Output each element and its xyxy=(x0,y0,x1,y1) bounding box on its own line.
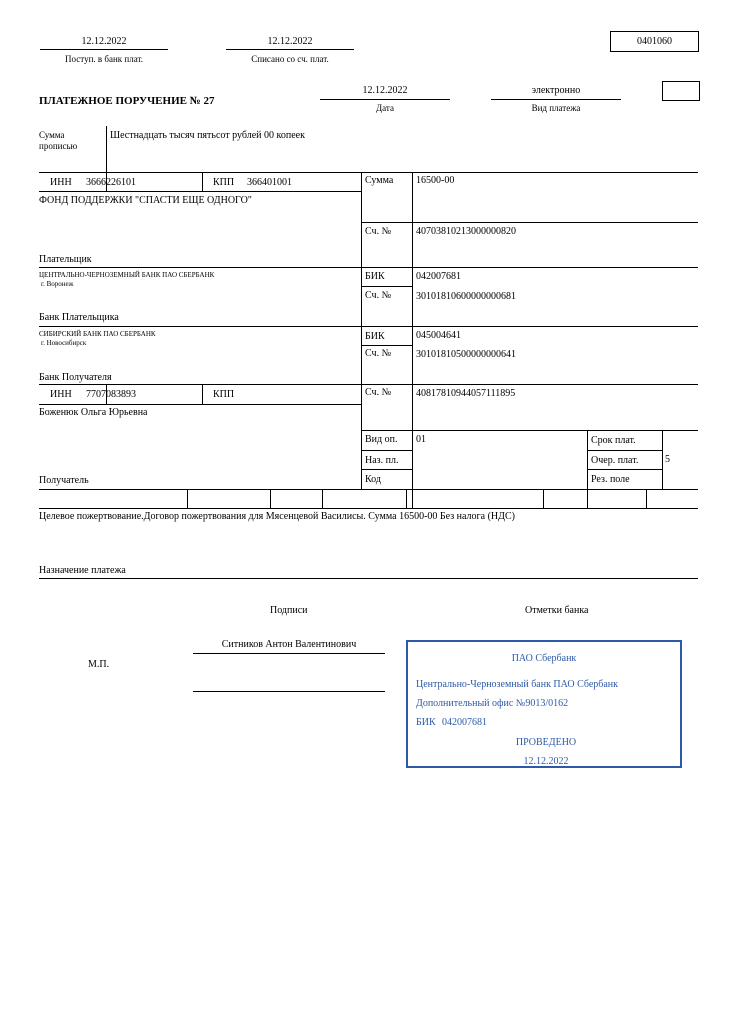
payer-kpp-label: КПП xyxy=(213,177,235,188)
sum-value: 16500-00 xyxy=(416,175,455,186)
grid-line xyxy=(361,267,698,268)
bank-receipt-date: 12.12.2022 xyxy=(81,36,127,47)
grid-line xyxy=(361,450,412,451)
payee-bank-corr-label: Сч. № xyxy=(365,348,392,359)
op-type-label: Вид оп. xyxy=(365,434,398,445)
page-title: ПЛАТЕЖНОЕ ПОРУЧЕНИЕ № 27 xyxy=(39,95,215,107)
bank-stamp xyxy=(406,640,682,768)
stamp-date: 12.12.2022 xyxy=(523,756,569,767)
payee-name: Боженюк Ольга Юрьевна xyxy=(39,407,148,418)
stamp-office: Дополнительный офис №9013/0162 xyxy=(416,698,569,709)
code-label: Код xyxy=(365,474,381,485)
payer-label: Плательщик xyxy=(39,254,92,265)
order-date-line xyxy=(320,99,450,100)
grid-line xyxy=(202,384,203,404)
grid-line xyxy=(39,172,698,173)
payee-account-label: Сч. № xyxy=(365,387,392,398)
order-date: 12.12.2022 xyxy=(362,85,408,96)
bank-receipt-date-label: Поступ. в банк плат. xyxy=(65,54,143,64)
stamp-bik: 042007681 xyxy=(442,717,487,728)
signature-line-2 xyxy=(193,691,385,692)
payer-bank-corr-label: Сч. № xyxy=(365,290,392,301)
grid-line xyxy=(39,191,361,192)
reserve-label: Рез. поле xyxy=(591,474,630,485)
signatures-label: Подписи xyxy=(270,605,308,616)
grid-line xyxy=(39,404,361,405)
grid-line xyxy=(39,384,698,385)
grid-line xyxy=(187,489,188,508)
priority-label: Очер. плат. xyxy=(591,455,639,466)
payer-bank-bik: 042007681 xyxy=(416,271,461,282)
payer-account: 40703810213000000820 xyxy=(416,226,516,237)
debit-date: 12.12.2022 xyxy=(267,36,313,47)
grid-line xyxy=(361,469,412,470)
grid-line xyxy=(39,267,361,268)
payer-bank-label: Банк Плательщика xyxy=(39,312,119,323)
amount-words-label-1: Сумма xyxy=(39,130,65,140)
grid-line xyxy=(543,489,544,508)
payee-bank-name: СИБИРСКИЙ БАНК ПАО СБЕРБАНК xyxy=(39,330,156,338)
grid-line xyxy=(322,489,323,508)
payer-kpp: 366401001 xyxy=(247,177,292,188)
purpose-line xyxy=(39,578,698,579)
grid-line xyxy=(39,508,698,509)
stamp-status: ПРОВЕДЕНО xyxy=(515,737,577,748)
signer-name: Ситников Антон Валентинович xyxy=(221,639,357,650)
priority-value: 5 xyxy=(665,454,670,465)
payee-inn-label: ИНН xyxy=(50,389,72,400)
grid-line xyxy=(361,222,698,223)
grid-line xyxy=(662,430,663,489)
grid-line xyxy=(39,489,698,490)
grid-line xyxy=(270,489,271,508)
payee-kpp-label: КПП xyxy=(213,389,235,400)
grid-line xyxy=(202,172,203,191)
payment-type-label: Вид платежа xyxy=(531,103,581,113)
payee-bank-bik-label: БИК xyxy=(365,331,385,342)
stamp-bik-label: БИК xyxy=(416,717,436,728)
payee-inn: 7707083893 xyxy=(86,389,136,400)
order-date-label: Дата xyxy=(376,103,394,113)
grid-line xyxy=(361,172,362,489)
grid-line xyxy=(587,469,662,470)
stamp-branch: Центрально-Черноземный банк ПАО Сбербанк xyxy=(416,679,619,690)
payment-type: электронно xyxy=(531,85,581,96)
amount-words-divider xyxy=(106,126,107,172)
payer-inn-label: ИНН xyxy=(50,177,72,188)
payer-account-label: Сч. № xyxy=(365,226,392,237)
purpose-code-label: Наз. пл. xyxy=(365,455,399,466)
grid-line xyxy=(646,489,647,508)
bank-marks-label: Отметки банка xyxy=(525,605,589,616)
purpose-label: Назначение платежа xyxy=(39,565,126,576)
grid-line xyxy=(406,489,407,508)
payee-bank-bik: 045004641 xyxy=(416,330,461,341)
payee-label: Получатель xyxy=(39,475,89,486)
debit-date-label: Списано со сч. плат. xyxy=(251,54,329,64)
purpose-text: Целевое пожертвование.Договор пожертвования для Мясенцевой Василисы. Сумма 16500-00 Без налога (НДС) xyxy=(39,511,515,522)
payee-account: 40817810944057111895 xyxy=(416,388,516,399)
form-code-box xyxy=(610,31,699,52)
payer-bank-bik-label: БИК xyxy=(365,271,385,282)
grid-line xyxy=(39,326,698,327)
payer-bank-city: г. Воронеж xyxy=(41,280,74,288)
seal-label: М.П. xyxy=(88,659,110,670)
payee-bank-city: г. Новосибирск xyxy=(41,339,87,347)
amount-words-value: Шестнадцать тысяч пятьсот рублей 00 копеек xyxy=(110,130,305,141)
grid-line xyxy=(361,345,412,346)
term-label: Срок плат. xyxy=(591,435,636,446)
amount-words-label-2: прописью xyxy=(39,141,78,151)
payee-bank-label: Банк Получателя xyxy=(39,372,112,383)
grid-line xyxy=(361,430,698,431)
debit-date-line xyxy=(226,49,354,50)
status-box xyxy=(662,81,700,101)
grid-line xyxy=(587,450,662,451)
payee-bank-corr: 30101810500000000641 xyxy=(416,349,516,360)
sum-label: Сумма xyxy=(365,175,394,186)
bank-receipt-date-line xyxy=(40,49,168,50)
signature-line-1 xyxy=(193,653,385,654)
payer-inn: 3666226101 xyxy=(86,177,136,188)
form-code: 0401060 xyxy=(637,36,672,47)
op-type: 01 xyxy=(416,434,426,445)
payer-bank-name: ЦЕНТРАЛЬНО-ЧЕРНОЗЕМНЫЙ БАНК ПАО СБЕРБАНК xyxy=(39,271,215,279)
payment-type-line xyxy=(491,99,621,100)
stamp-bank: ПАО Сбербанк xyxy=(511,653,577,664)
payer-bank-corr: 30101810600000000681 xyxy=(416,291,516,302)
payer-name: ФОНД ПОДДЕРЖКИ "СПАСТИ ЕЩЕ ОДНОГО" xyxy=(39,195,252,206)
grid-line xyxy=(361,286,412,287)
